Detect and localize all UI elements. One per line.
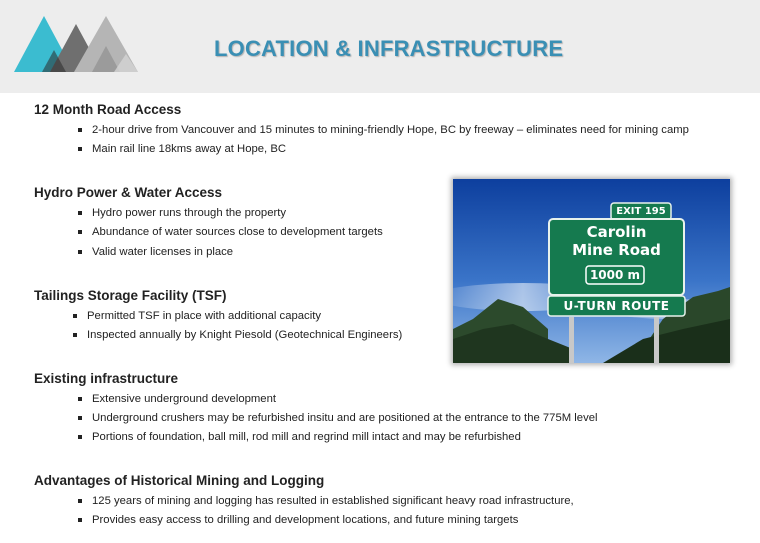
- sign-distance: 1000 m: [589, 268, 641, 282]
- bullet-item: 125 years of mining and logging has resulted in established significant heavy road infrastructure,: [92, 495, 574, 507]
- sign-exit-number: EXIT 195: [616, 206, 666, 217]
- bullet-item: Provides easy access to drilling and development locations, and future mining targets: [92, 514, 518, 526]
- section-heading-existing-infrastructure: Existing infrastructure: [34, 371, 179, 386]
- section-heading-historical-advantages: Advantages of Historical Mining and Logging: [34, 473, 325, 488]
- sign-road-name-line1: Carolin: [586, 223, 647, 241]
- bullet-item: Inspected annually by Knight Piesold (Geotechnical Engineers): [87, 329, 402, 341]
- bullet-item: Abundance of water sources close to development targets: [92, 226, 383, 238]
- sign-uturn-route: U-TURN ROUTE: [563, 299, 670, 313]
- bullet-item: Permitted TSF in place with additional capacity: [87, 310, 321, 322]
- bullet-item: Valid water licenses in place: [92, 246, 233, 258]
- bullet-item: Extensive underground development: [92, 393, 276, 405]
- road-sign-photo: [453, 179, 730, 363]
- header-bar: [0, 0, 760, 93]
- bullet-item: 2-hour drive from Vancouver and 15 minutes to mining-friendly Hope, BC by freeway – eliminates need for mining camp: [92, 124, 689, 136]
- sign-road-name-line2: Mine Road: [572, 241, 661, 259]
- company-logo: [14, 14, 148, 74]
- bullet-item: Underground crushers may be refurbished insitu and are positioned at the entrance to the 775M level: [92, 412, 598, 424]
- page-title: LOCATION & INFRASTRUCTURE: [214, 36, 564, 61]
- section-heading-tailings: Tailings Storage Facility (TSF): [34, 288, 227, 303]
- section-heading-hydro-water: Hydro Power & Water Access: [34, 185, 223, 200]
- bullet-item: Hydro power runs through the property: [92, 207, 286, 219]
- bullet-item: Portions of foundation, ball mill, rod mill and regrind mill intact and may be refurbished: [92, 431, 521, 443]
- bullet-item: Main rail line 18kms away at Hope, BC: [92, 143, 286, 155]
- section-heading-road-access: 12 Month Road Access: [34, 102, 182, 117]
